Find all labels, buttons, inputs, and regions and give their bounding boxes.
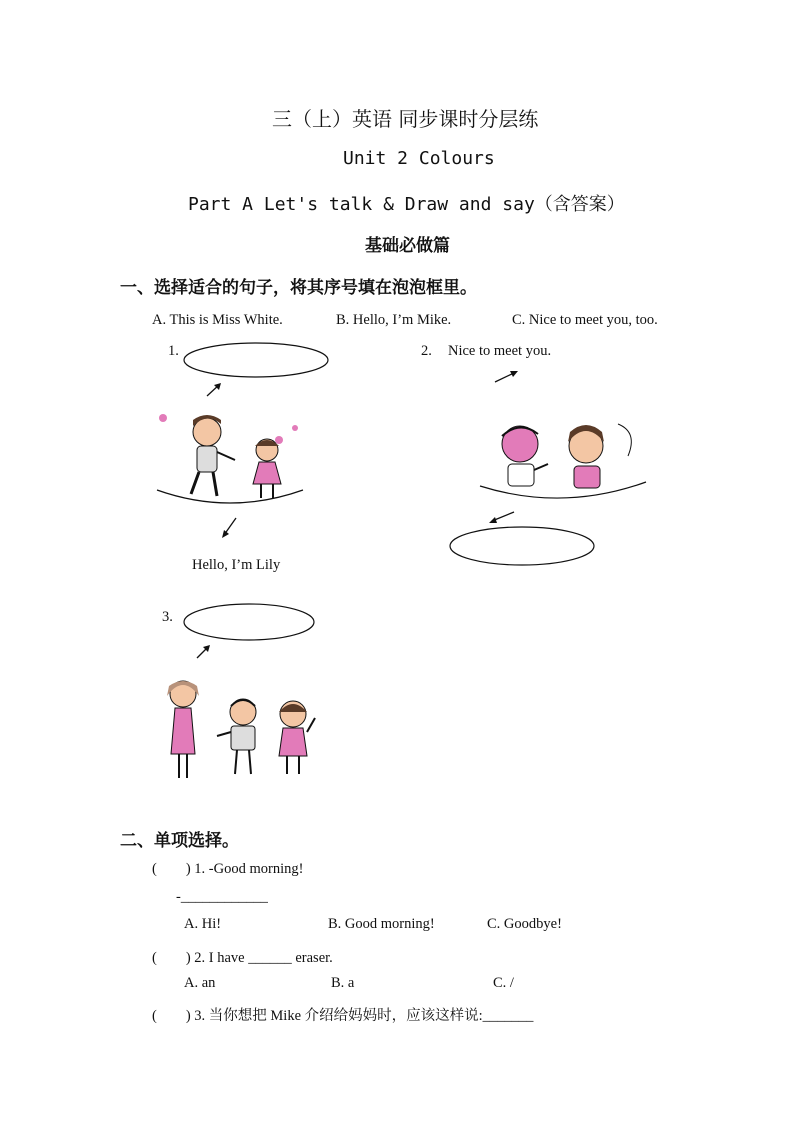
item2-arrow-down-icon	[486, 508, 518, 526]
option-b: B. Hello, I’m Mike.	[336, 312, 452, 328]
item3-illustration	[155, 674, 325, 786]
worksheet-title: 三（上）英语 同步课时分层练	[272, 107, 539, 131]
item1-caption: Hello, I’m Lily	[192, 557, 281, 573]
item1-arrow-up-icon	[204, 380, 224, 400]
q2-option-b: B. a	[331, 975, 355, 991]
item1-illustration	[155, 408, 305, 508]
item2-text: Nice to meet you.	[448, 343, 552, 359]
item3-arrow-up-icon	[194, 643, 212, 661]
q2-option-a: A. an	[184, 975, 216, 991]
section1-heading: 一、选择适合的句子，将其序号填在泡泡框里。	[120, 278, 477, 298]
option-a: A. This is Miss White.	[152, 312, 283, 328]
item2-arrow-up-icon	[492, 368, 520, 386]
option-c: C. Nice to meet you, too.	[512, 312, 658, 328]
section2-heading: 二、单项选择。	[120, 831, 239, 851]
question-1: ( ) 1. -Good morning!	[152, 861, 304, 877]
item1-arrow-down-icon	[218, 515, 240, 541]
item3-answer-bubble[interactable]	[182, 602, 320, 644]
unit-title: Unit 2 Colours	[343, 148, 495, 169]
item3-number: 3.	[162, 609, 173, 625]
item1-number: 1.	[168, 343, 179, 359]
q2-option-c: C. /	[493, 975, 514, 991]
level-title: 基础必做篇	[365, 236, 450, 256]
item2-number: 2.	[421, 343, 432, 359]
q1-option-a: A. Hi!	[184, 916, 222, 932]
question-3: ( ) 3. 当你想把 Mike 介绍给妈妈时，应该这样说:_______	[152, 1008, 534, 1024]
item2-illustration	[478, 412, 648, 504]
item1-answer-bubble[interactable]	[182, 341, 332, 381]
item2-answer-bubble[interactable]	[448, 525, 598, 569]
part-title: Part A Let's talk & Draw and say（含答案）	[188, 194, 625, 215]
q1-option-b: B. Good morning!	[328, 916, 435, 932]
q1-option-c: C. Goodbye!	[487, 916, 562, 932]
question-1-answer-blank[interactable]: -____________	[176, 889, 268, 905]
question-2: ( ) 2. I have ______ eraser.	[152, 950, 333, 966]
